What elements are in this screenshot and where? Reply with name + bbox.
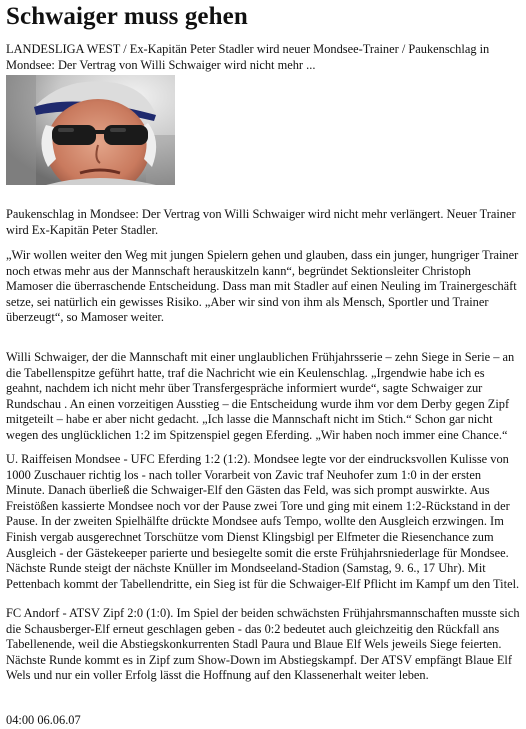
- coach-photo-image: [6, 75, 175, 185]
- article-paragraph: FC Andorf - ATSV Zipf 2:0 (1:0). Im Spiel der beiden schwächsten Frühjahrsmannschaften musste sich die Schausberger-Elf erneut geschlagen geben - das 0:2 bedeutet auch gleichzeitig den Rückfall ans Tabellenende, weil die Abstiegskonkurrenten Stadl Paura und Blaue Elf Wels jeweils Siege feierten. Nächste Runde kommt es in Zipf zum Show-Down im Abstiegskampf. Der ATSV empfängt Blaue Elf Wels und nur ein voller Erfolg lässt die Hoffnung auf den Klassenerhalt weiter leben.: [6, 606, 520, 683]
- headline: Schwaiger muss gehen: [6, 3, 248, 30]
- article-paragraph: Paukenschlag in Mondsee: Der Vertrag von Willi Schwaiger wird nicht mehr verlängert. Neuer Trainer wird Ex-Kapitän Peter Stadler.: [6, 207, 516, 237]
- coach-photo: [6, 75, 175, 185]
- dateline: 04:00 06.06.07: [6, 713, 81, 727]
- article-paragraph: Willi Schwaiger, der die Mannschaft mit einer unglaublichen Frühjahrsserie – zehn Siege in Serie – an die Tabellenspitze geführt hatte, traf die Nachricht wie ein Keulenschlag. „Irgendwie habe ich es geahnt, nachdem ich nicht mehr über Transfergespräche informiert wurde“, sagte Schwaiger zur Rundschau . An einen vorzeitigen Ausstieg – die Entscheidung wurde ihm vor dem Derby gegen Zipf mitgeteilt – habe er aber nicht gedacht. „Ich lasse die Mannschaft nicht im Stich.“ Schon gar nicht wegen des unglücklichen 1:2 im Spitzenspiel gegen Eferding. „Wir haben noch immer eine Chance.“: [6, 350, 515, 442]
- article-paragraph: „Wir wollen weiter den Weg mit jungen Spielern gehen und glauben, dass ein junger, hungriger Trainer noch etwas mehr aus der Mannschaft herauskitzeln kann“, begründet Sektionsleiter Christoph Mamoser die überraschende Entscheidung. Dass man mit Stadler auf einen Neuling im Trainergeschäft setze, sei natürlich ein gewisses Risiko. „Aber wir sind von ihm als Mensch, Sportler und Trainer überzeugt“, so Mamoser weiter.: [6, 248, 519, 325]
- article-paragraph: U. Raiffeisen Mondsee - UFC Eferding 1:2 (1:2). Mondsee legte vor der eindrucksvollen Kulisse von 1000 Zuschauer richtig los - nach toller Vorarbeit von Zavic traf Neuhofer zum 1:0 in der ersten Minute. Danach überließ die Schwaiger-Elf den Gästen das Feld, was sich prompt auswirkte. Aus Freistößen kassierte Mondsee noch vor der Pause zwei Tore und ging mit einem 1:2-Rückstand in der Pause. In der zweiten Spielhälfte drückte Mondsee aufs Tempo, wollte den Ausgleich erzwingen. Im Finish vergab ausgerechnet Torschütze vom Dienst Klingsbigl per Elfmeter die Riesenchance zum Ausgleich - der Gästekeeper parierte und besiegelte somit die erste Frühjahrsniederlage für Mondsee. Nächste Runde steigt der nächste Knüller im Mondseeland-Stadion (Samstag, 9. 6., 17 Uhr). Mit Pettenbach kommt der Tabellendritte, ein Sieg ist für die Schwaiger-Elf Pflicht im Kampf um den Titel.: [6, 452, 520, 591]
- lead-text: LANDESLIGA WEST / Ex-Kapitän Peter Stadler wird neuer Mondsee-Trainer / Paukenschlag in Mondsee: Der Vertrag von Willi Schwaiger wird nicht mehr ...: [6, 42, 490, 72]
